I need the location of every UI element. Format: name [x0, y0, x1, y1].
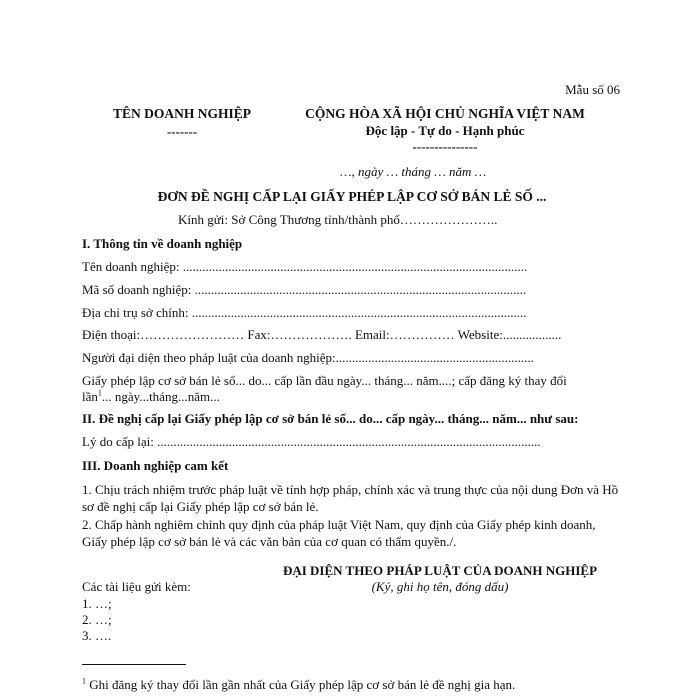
date-line: …, ngày … tháng … năm …: [340, 164, 487, 179]
republic-heading: CỘNG HÒA XÃ HỘI CHỦ NGHĨA VIỆT NAM: [305, 106, 585, 121]
recipient-line: Kính gửi: Sở Công Thương tỉnh/thành phố…………………..: [178, 212, 498, 227]
signature-note: (Ký, ghi họ tên, đóng dấu): [371, 579, 509, 594]
footnote-marker: 1: [82, 676, 86, 686]
tax-code-field: Mã số doanh nghiệp: ......................................................................................................: [82, 282, 527, 297]
signature-title: ĐẠI DIỆN THEO PHÁP LUẬT CỦA DOANH NGHIỆP: [282, 563, 598, 578]
commitment-1: 1. Chịu trách nhiệm trước pháp luật về tính hợp pháp, chính xác và trung thực của nội dung Đơn và Hồ sơ đề nghị cấp lại Giấy phép lập cơ sở bán lẻ.: [82, 482, 619, 514]
attachment-item: 1. …;: [82, 596, 112, 611]
company-name-field: Tên doanh nghiệp: ..........................................................................................................: [82, 259, 528, 274]
footnote: [82, 677, 515, 693]
footnote-ref: 1: [97, 388, 102, 398]
footnote-text: Ghi đăng ký thay đổi lần gần nhất của Giấy phép lập cơ sở bán lẻ đề nghị gia hạn.: [86, 677, 516, 692]
document-title: ĐƠN ĐỀ NGHỊ CẤP LẠI GIẤY PHÉP LẬP CƠ SỞ BÁN LẺ SỐ ...: [157, 189, 547, 204]
company-dashes: -------: [166, 124, 198, 139]
motto-dashes: ---------------: [412, 139, 478, 154]
footnote-divider: [82, 664, 186, 665]
form-number: Mẫu số 06: [565, 82, 620, 97]
section-2-heading: II. Đề nghị cấp lại Giấy phép lập cơ sở bán lẻ số... do... cấp ngày... tháng... năm... như sau:: [82, 411, 579, 426]
attachments-label: Các tài liệu gửi kèm:: [82, 579, 191, 594]
section-1-heading: I. Thông tin về doanh nghiệp: [82, 236, 243, 251]
contact-field: Điện thoại:…………………… Fax:………………. Email:…………… Website:..................: [82, 327, 562, 342]
section-3-heading: III. Doanh nghiệp cam kết: [82, 458, 229, 473]
reason-field: Lý do cấp lại: ......................................................................................................................: [82, 434, 541, 449]
national-motto: Độc lập - Tự do - Hạnh phúc: [365, 123, 525, 138]
license-line-2-prefix: lần: [82, 389, 98, 404]
representative-field: Người đại diện theo pháp luật của doanh nghiệp:.............................................................: [82, 350, 534, 365]
address-field: Địa chỉ trụ sở chính: .......................................................................................................: [82, 305, 527, 320]
commitment-2: 2. Chấp hành nghiêm chỉnh quy định của pháp luật Việt Nam, quy định của Giấy phép kinh doanh, Giấy phép lập cơ sở bán lẻ và các văn bản của cơ quan có thẩm quyền./.: [82, 517, 596, 549]
license-info-line-2: [82, 389, 220, 405]
license-line-2-suffix: ... ngày...tháng...năm...: [101, 389, 220, 404]
company-label: TÊN DOANH NGHIỆP: [112, 106, 251, 121]
attachment-item: 3. ….: [82, 628, 112, 643]
attachment-item: 2. …;: [82, 612, 112, 627]
license-info-line-1: Giấy phép lập cơ sở bán lẻ số... do... cấp lần đầu ngày... tháng... năm....; cấp đăng ký thay đổi: [82, 373, 567, 388]
